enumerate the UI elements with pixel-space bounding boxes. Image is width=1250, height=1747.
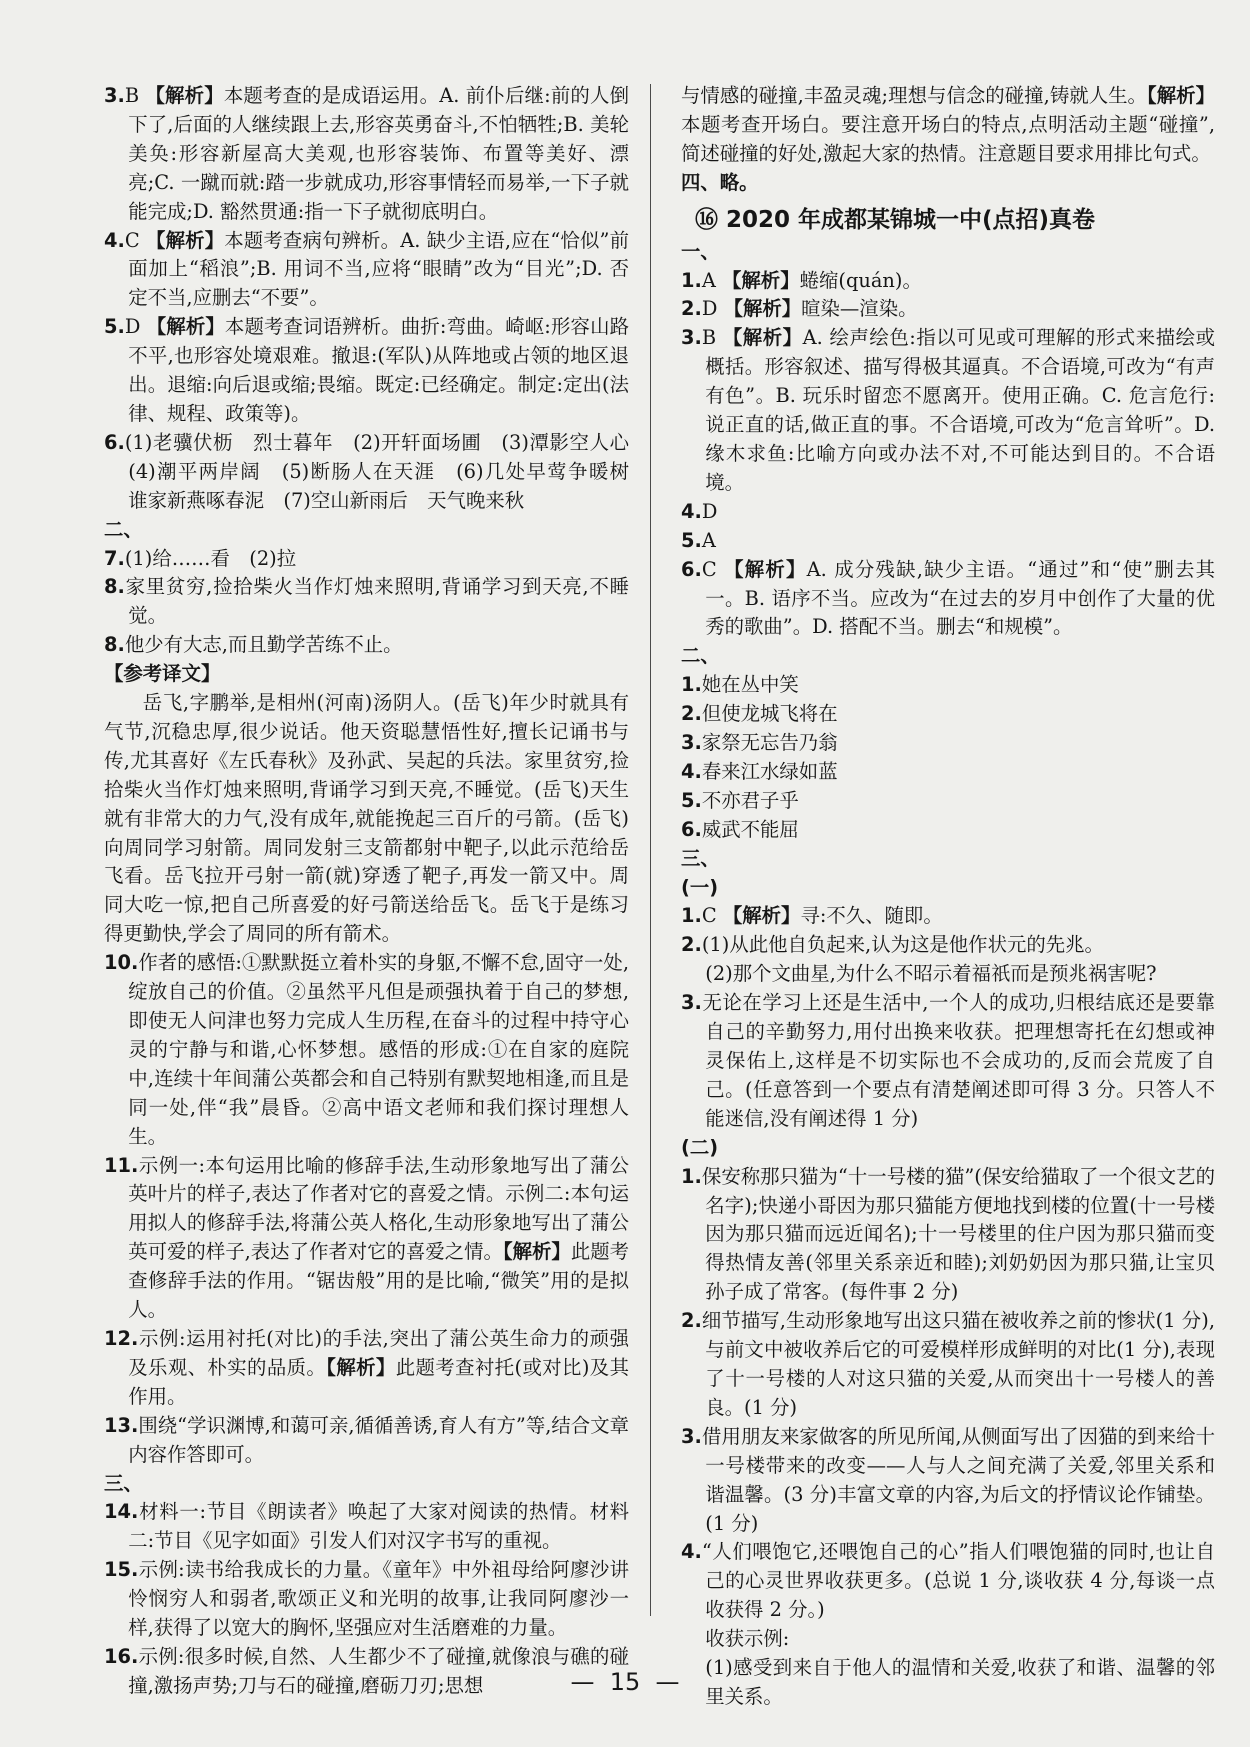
analysis-text: 本题考查开场白。要注意开场白的特点,点明活动主题“碰撞”,简述碰撞的好处,激起大家的热情。注意题目要求用排比句式。 <box>681 112 1215 165</box>
analysis-text: A. 成分残缺,缺少主语。“通过”和“使”删去其一。B. 语序不当。应改为“在过去的岁月中创作了大量的优秀的歌曲”。D. 搭配不当。删去“和规模”。 <box>705 557 1215 639</box>
translation-text: 岳飞,字鹏举,是相州(河南)汤阴人。(岳飞)年少时就具有气节,沉稳忠厚,很少说话。他天资聪慧悟性好,擅长记诵书与传,尤其喜好《左氏春秋》及孙武、吴起的兵法。家里贫穷,捡拾柴火当作灯烛来照明,背诵学习到天亮,不睡觉。(岳飞)天生就有非常大的力气,没有成年,就能挽起三百斤的弓箭。(岳飞)向周同学习射箭。周同发射三支箭都射中靶子,以此示范给岳飞看。岳飞拉开弓射一箭(就)穿透了靶子,再发一箭又中。周同大吃一惊,把自己所喜爱的好弓箭送给岳飞。岳飞于是练习得更勤快,学会了周同的所有箭术。 <box>104 691 629 946</box>
answer-item <box>104 429 649 516</box>
answer-item <box>681 498 1215 527</box>
section-heading: 四、略。 <box>681 170 759 194</box>
page-footer: — 15 — <box>570 1668 680 1696</box>
answer-item <box>681 1538 1215 1625</box>
section-heading: 三、 <box>104 1471 143 1495</box>
answer-text: 示例一:本句运用比喻的修辞手法,生动形象地写出了蒲公英叶片的样子,表达了作者对它的喜爱之情。示例二:本句运用拟人的修辞手法,将蒲公英人格化,生动形象地写出了蒲公英可爱的样子,表达了作者对它的喜爱之情。 <box>128 1153 629 1264</box>
analysis-tag: 【解析】 <box>145 84 224 107</box>
answer-item <box>681 267 1215 296</box>
answer-item <box>681 671 1215 700</box>
question-number: 7. <box>104 546 125 570</box>
answer-item <box>681 556 1215 643</box>
analysis-text: 此题考查衬托(或对比)及其作用。 <box>128 1355 629 1408</box>
answer-item <box>681 989 1215 1134</box>
answer-item <box>681 902 1215 931</box>
answer-item <box>104 1152 629 1325</box>
question-number: 14. <box>104 1500 139 1524</box>
answer-text: 威武不能屈 <box>701 817 799 841</box>
question-number: 8. <box>104 575 125 599</box>
answer-text: “人们喂饱它,还喂饱自己的心”指人们喂饱猫的同时,也让自己的心灵世界收获更多。(总说 1 分,谈收获 4 分,每谈一点收获得 2 分。) <box>701 1540 1215 1622</box>
question-number: 8. <box>104 633 125 657</box>
analysis-tag: 【解析】 <box>723 297 802 321</box>
question-number: 3. <box>104 84 125 107</box>
question-number: 5. <box>104 315 125 339</box>
analysis-text: 本题考查病句辨析。A. 缺少主语,应在“恰似”前面加上“稻浪”;B. 用词不当,应将“眼睛”改为“目光”;D. 否定不当,应删去“不要”。 <box>128 228 629 310</box>
answer-text: 材料一:节目《朗读者》唤起了大家对阅读的热情。材料二:节目《见字如面》引发人们对汉字书写的重视。 <box>128 1500 629 1553</box>
answer-item <box>104 227 629 314</box>
analysis-tag: 【解析】 <box>146 228 225 252</box>
question-number: 16. <box>104 1644 139 1668</box>
analysis-text: 本题考查的是成语运用。A. 前仆后继:前的人倒下了,后面的人继续跟上去,形容英勇奋斗,不怕牺牲;B. 美轮美奂:形容新屋高大美观,也形容装饰、布置等美好、漂亮;C. 一蹴而就:踏一步就成功,形容事情轻而易举,一下子就能完成;D. 豁然贯通:指一下子就彻底明白。 <box>128 84 629 223</box>
answer-item <box>681 1307 1215 1423</box>
question-number: 5. <box>681 788 702 812</box>
question-number: 12. <box>104 1326 139 1350</box>
left-column <box>104 82 649 1701</box>
answer-item <box>681 816 1215 845</box>
question-number: 4. <box>681 499 702 523</box>
translation-heading: 【参考译文】 <box>104 662 221 686</box>
exam-title: ⑯ 2020 年成都某锦城一中(点招)真卷 <box>695 206 1096 233</box>
analysis-tag: 【解析】 <box>724 557 807 581</box>
question-number: 5. <box>681 528 702 552</box>
question-number: 3. <box>681 991 702 1015</box>
answer-item <box>681 931 1215 960</box>
section-heading: 二、 <box>681 644 720 668</box>
answer-text: A <box>701 268 723 292</box>
right-top-block <box>681 82 1215 198</box>
answer-text: 保安称那只猫为“十一号楼的猫”(保安给猫取了一个很文艺的名字);快递小哥因为那只猫能方便地找到楼的位置(十一号楼因为那只猫而远近闻名);十一号楼里的住户因为那只猫而变得热情友善(邻里关系亲近和睦);刘奶奶因为那只猫,让宝贝孙子成了常客。(每件事 2 分) <box>701 1164 1215 1304</box>
answer-text: 示例:运用衬托(对比)的手法,突出了蒲公英生命力的顽强及乐观、朴实的品质。 <box>128 1326 629 1379</box>
question-number: 4. <box>681 759 702 783</box>
answer-text: 但使龙城飞将在 <box>701 702 838 726</box>
question-number: 3. <box>681 731 702 755</box>
answer-text: 春来江水绿如蓝 <box>701 759 838 783</box>
answer-text: (1)给……看 (2)拉 <box>124 546 297 570</box>
answer-text: 不亦君子乎 <box>701 788 799 812</box>
answer-item <box>104 1498 629 1556</box>
page-number: 15 <box>609 1668 641 1696</box>
question-number: 4. <box>104 228 125 252</box>
answer-item <box>681 527 1215 556</box>
question-number: 2. <box>681 933 702 957</box>
answer-item <box>104 573 629 631</box>
answer-text: A <box>701 528 716 552</box>
analysis-text: 蜷缩(quán)。 <box>799 268 922 292</box>
question-number: 4. <box>681 1540 702 1564</box>
answer-subitem: (1)感受到来自于他人的温情和关爱,收获了和谐、温馨的邻里关系。 <box>705 1656 1215 1708</box>
answer-text: 她在丛中笑 <box>701 673 799 697</box>
answer-text: D <box>124 315 147 339</box>
answer-text: 家里贫穷,捡拾柴火当作灯烛来照明,背诵学习到天亮,不睡觉。 <box>124 575 629 628</box>
answer-item <box>104 1325 629 1412</box>
section-heading: 三、 <box>681 846 720 870</box>
answer-text: C <box>701 904 723 928</box>
question-number: 2. <box>681 702 702 726</box>
question-number: 1. <box>681 268 702 292</box>
analysis-text: A. 绘声绘色:指以可见或可理解的形式来描绘或概括。形容叙述、描写得极其逼真。不合语境,可改为“有声有色”。B. 玩乐时留恋不愿离开。使用正确。C. 危言危行:说正直的话,做正直的事。不合语境,可改为“危言耸听”。D. 缘木求鱼:比喻方向或办法不对,不可能达到目的。不合语境。 <box>705 326 1215 494</box>
answer-item <box>681 1163 1215 1308</box>
question-number: 11. <box>104 1153 139 1177</box>
answer-item <box>104 1556 629 1643</box>
analysis-tag: 【解析】 <box>502 1240 571 1264</box>
answer-text: 无论在学习上还是生活中,一个人的成功,归根结底还是要靠自己的辛勤努力,用付出换来收获。把理想寄托在幻想或神灵保佑上,这样是不切实际也不会成功的,反而会荒废了自己。(任意答到一个要点有清楚阐述即可得 3 分。只答人不能迷信,没有阐述得 1 分) <box>701 991 1215 1130</box>
answer-text: B <box>701 326 723 350</box>
question-number: 1. <box>681 904 702 928</box>
question-number: 2. <box>681 297 702 321</box>
analysis-text: 本题考查词语辨析。曲折:弯曲。崎岖:形容山路不平,也形容处境艰难。撤退:(军队)从阵地或占领的地区退出。退缩:向后退或缩;畏缩。既定:已经确定。制定:定出(法律、规程、政策等)。 <box>128 315 630 425</box>
answer-text: 示例:读书给我成长的力量。《童年》中外祖母给阿廖沙讲怜悯穷人和弱者,歌颂正义和光明的故事,让我同阿廖沙一样,获得了以宽大的胸怀,坚强应对生活磨难的力量。 <box>128 1558 629 1640</box>
analysis-tag: 【解析】 <box>1147 84 1215 107</box>
question-number: 3. <box>681 326 702 350</box>
answer-item <box>104 631 629 660</box>
answer-item <box>681 1423 1215 1539</box>
analysis-tag: 【解析】 <box>146 315 225 339</box>
analysis-tag: 【解析】 <box>722 326 803 350</box>
answer-item <box>104 1412 629 1470</box>
question-number: 1. <box>681 1164 702 1188</box>
section-heading: (一) <box>681 875 719 899</box>
answer-item <box>681 324 1215 497</box>
question-number: 6. <box>681 557 702 581</box>
answer-item <box>681 295 1215 324</box>
analysis-text: 此题考查修辞手法的作用。“锯齿般”用的是比喻,“微笑”用的是拟人。 <box>128 1240 629 1322</box>
answer-item <box>104 545 629 574</box>
answer-subitem: 收获示例: <box>705 1627 790 1651</box>
analysis-text: 暄染—渲染。 <box>801 297 918 321</box>
answer-text: C <box>124 228 147 252</box>
question-number: 1. <box>681 673 702 697</box>
answer-item <box>104 82 629 227</box>
answer-text: 示例:很多时候,自然、人生都少不了碰撞,就像浪与礁的碰撞,激扬声势;刀与石的碰撞,磨砺刀刃;思想 <box>128 1644 629 1697</box>
answer-text: D <box>701 297 724 321</box>
question-number: 6. <box>681 817 702 841</box>
question-number: 3. <box>681 1424 702 1448</box>
answer-text: 他少有大志,而且勤学苦练不止。 <box>124 633 403 657</box>
answer-text: (1)老骥伏枥 烈士暮年 (2)开轩面场圃 (3)潭影空人心 (4)潮平两岸阔 (5)断肠人在天涯 (6)几处早莺争暖树 谁家新燕啄春泥 (7)空山新雨后 天气晚来秋 <box>124 430 649 512</box>
section-heading: 一、 <box>681 239 720 263</box>
answer-continuation <box>681 82 1215 169</box>
analysis-text: 寻:不久、随即。 <box>800 904 943 928</box>
analysis-tag: 【解析】 <box>722 268 800 292</box>
answer-item <box>104 949 629 1151</box>
right-column <box>681 82 1215 1712</box>
question-number: 10. <box>104 951 139 975</box>
answer-text: 围绕“学识渊博,和蔼可亲,循循善诱,育人有方”等,结合文章内容作答即可。 <box>128 1413 629 1466</box>
section-heading: 二、 <box>104 517 143 541</box>
answer-text: 借用朋友来家做客的所见所闻,从侧面写出了因猫的到来给十一号楼带来的改变——人与人之间充满了关爱,邻里关系和谐温馨。(3 分)丰富文章的内容,为后文的抒情议论作铺垫。(1 分) <box>701 1424 1215 1535</box>
answer-text: (1)从此他自负起来,认为这是他作状元的先兆。 <box>701 933 1104 957</box>
question-number: 13. <box>104 1413 139 1437</box>
answer-text: 作者的感悟:①默默挺立着朴实的身躯,不懈不怠,固守一处,绽放自己的价值。②虽然平凡但是顽强执着于自己的梦想,即使无人问津也努力完成人生历程,在奋斗的过程中持守心灵的宁静与和谐,心怀梦想。感悟的形成:①在自家的庭院中,连续十年间蒲公英都会和自己特别有默契地相逢,而且是同一处,伴“我”晨昏。②高中语文老师和我们探讨理想人生。 <box>128 951 629 1148</box>
question-number: 2. <box>681 1309 702 1333</box>
answer-text: D <box>701 499 718 523</box>
answer-item <box>681 729 1215 758</box>
answer-text: 与情感的碰撞,丰盈灵魂;理想与信念的碰撞,铸就人生。 <box>681 84 1147 107</box>
analysis-tag: 【解析】 <box>326 1355 396 1379</box>
answer-item <box>104 313 629 429</box>
answer-text: B <box>124 84 146 107</box>
column-divider <box>650 84 651 1616</box>
answer-item <box>681 700 1215 729</box>
answer-text: 细节描写,生动形象地写出这只猫在被收养之前的惨状(1 分),与前文中被收养后它的可爱模样形成鲜明的对比(1 分),表现了十一号楼的人对这只猫的关爱,从而突出十一号楼人的善良。(1 分) <box>701 1309 1215 1419</box>
question-number: 15. <box>104 1558 139 1582</box>
answer-text: 家祭无忘告乃翁 <box>701 731 838 755</box>
answer-item <box>681 787 1215 816</box>
question-number: 6. <box>104 430 125 454</box>
answer-item <box>681 758 1215 787</box>
answer-subitem: (2)那个文曲星,为什么不昭示着福祇而是预兆祸害呢? <box>705 962 1157 986</box>
right-answers-block <box>681 238 1215 1712</box>
answer-text: C <box>701 557 725 581</box>
section-heading: (二) <box>681 1135 719 1159</box>
analysis-tag: 【解析】 <box>722 904 801 928</box>
